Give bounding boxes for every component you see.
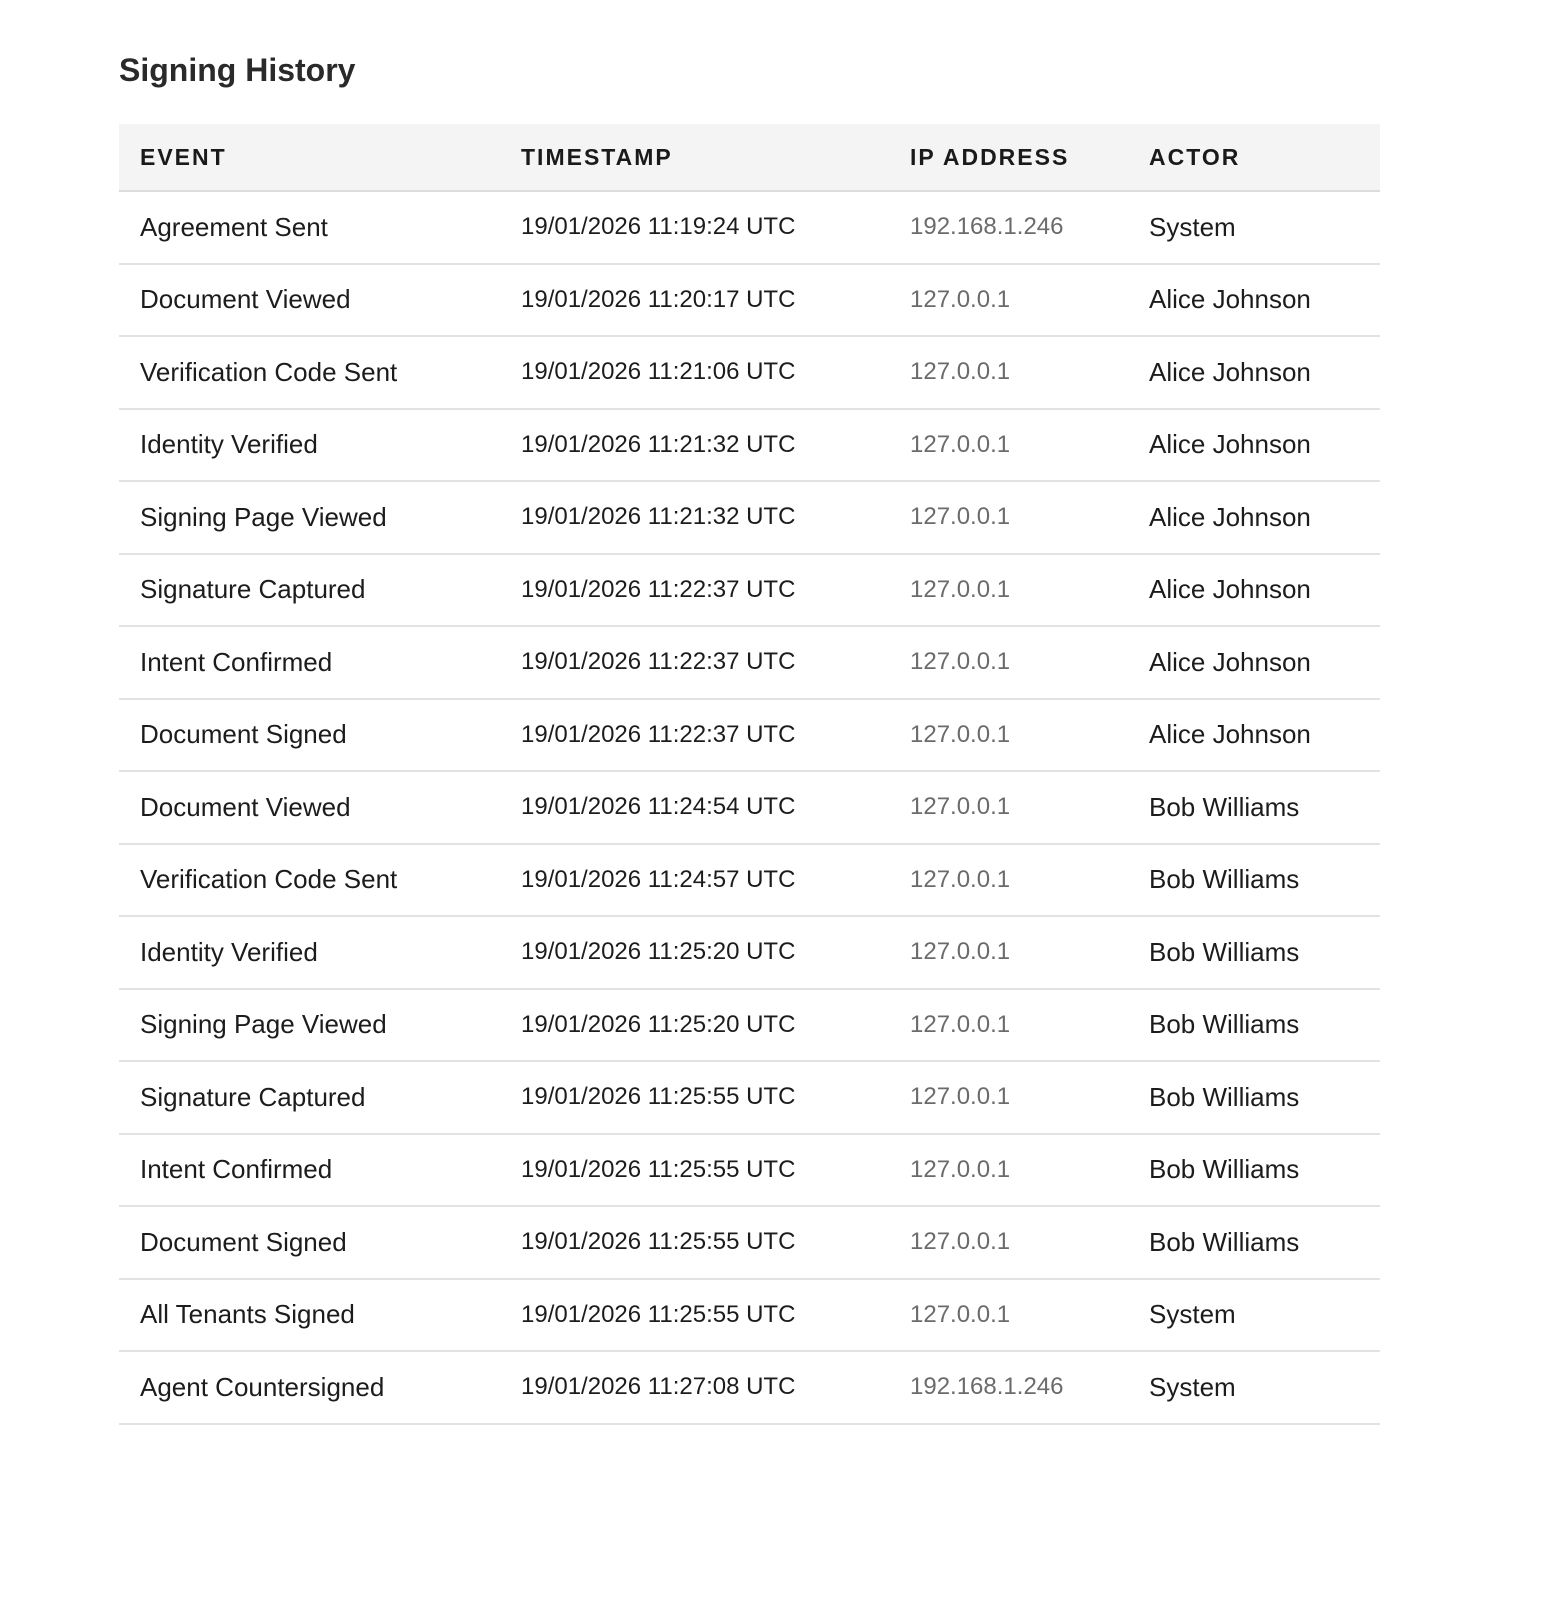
- event-cell: Signing Page Viewed: [119, 989, 500, 1062]
- timestamp-cell: 19/01/2026 11:21:32 UTC: [500, 481, 889, 554]
- actor-cell: Bob Williams: [1128, 1061, 1380, 1134]
- ip-address-cell: 127.0.0.1: [889, 409, 1128, 482]
- ip-address-cell: 127.0.0.1: [889, 916, 1128, 989]
- actor-cell: Alice Johnson: [1128, 699, 1380, 772]
- actor-cell: System: [1128, 1279, 1380, 1352]
- table-row: [119, 1206, 1380, 1279]
- table-header-row: [119, 124, 1380, 191]
- actor-cell: Bob Williams: [1128, 771, 1380, 844]
- event-cell: Agent Countersigned: [119, 1351, 500, 1424]
- table-row: [119, 844, 1380, 917]
- table-row: [119, 191, 1380, 264]
- event-cell: Signature Captured: [119, 1061, 500, 1134]
- table-row: [119, 554, 1380, 627]
- ip-address-cell: 127.0.0.1: [889, 844, 1128, 917]
- column-header-actor: ACTOR: [1128, 124, 1380, 191]
- timestamp-cell: 19/01/2026 11:24:57 UTC: [500, 844, 889, 917]
- timestamp-cell: 19/01/2026 11:25:55 UTC: [500, 1134, 889, 1207]
- actor-cell: Bob Williams: [1128, 844, 1380, 917]
- timestamp-cell: 19/01/2026 11:25:20 UTC: [500, 989, 889, 1062]
- ip-address-cell: 127.0.0.1: [889, 626, 1128, 699]
- ip-address-cell: 127.0.0.1: [889, 1134, 1128, 1207]
- column-header-timestamp: TIMESTAMP: [500, 124, 889, 191]
- signing-history-table: [119, 124, 1380, 1425]
- timestamp-cell: 19/01/2026 11:25:55 UTC: [500, 1061, 889, 1134]
- actor-cell: Alice Johnson: [1128, 409, 1380, 482]
- table-row: [119, 1061, 1380, 1134]
- timestamp-cell: 19/01/2026 11:20:17 UTC: [500, 264, 889, 337]
- actor-cell: Alice Johnson: [1128, 481, 1380, 554]
- event-cell: Verification Code Sent: [119, 336, 500, 409]
- timestamp-cell: 19/01/2026 11:27:08 UTC: [500, 1351, 889, 1424]
- actor-cell: Bob Williams: [1128, 1134, 1380, 1207]
- ip-address-cell: 127.0.0.1: [889, 481, 1128, 554]
- page-title: Signing History: [119, 52, 356, 88]
- ip-address-cell: 127.0.0.1: [889, 1206, 1128, 1279]
- timestamp-cell: 19/01/2026 11:19:24 UTC: [500, 191, 889, 264]
- table-row: [119, 989, 1380, 1062]
- event-cell: Document Viewed: [119, 264, 500, 337]
- table-row: [119, 1351, 1380, 1424]
- event-cell: Verification Code Sent: [119, 844, 500, 917]
- event-cell: Identity Verified: [119, 916, 500, 989]
- event-cell: Document Viewed: [119, 771, 500, 844]
- ip-address-cell: 192.168.1.246: [889, 191, 1128, 264]
- actor-cell: System: [1128, 191, 1380, 264]
- event-cell: Identity Verified: [119, 409, 500, 482]
- ip-address-cell: 127.0.0.1: [889, 336, 1128, 409]
- timestamp-cell: 19/01/2026 11:25:55 UTC: [500, 1279, 889, 1352]
- table-row: [119, 1134, 1380, 1207]
- ip-address-cell: 127.0.0.1: [889, 264, 1128, 337]
- ip-address-cell: 127.0.0.1: [889, 771, 1128, 844]
- event-cell: Intent Confirmed: [119, 626, 500, 699]
- actor-cell: Bob Williams: [1128, 989, 1380, 1062]
- event-cell: Signature Captured: [119, 554, 500, 627]
- table-row: [119, 336, 1380, 409]
- timestamp-cell: 19/01/2026 11:25:55 UTC: [500, 1206, 889, 1279]
- column-header-ip-address: IP ADDRESS: [889, 124, 1128, 191]
- ip-address-cell: 192.168.1.246: [889, 1351, 1128, 1424]
- timestamp-cell: 19/01/2026 11:25:20 UTC: [500, 916, 889, 989]
- table-row: [119, 1279, 1380, 1352]
- actor-cell: Alice Johnson: [1128, 336, 1380, 409]
- table-row: [119, 481, 1380, 554]
- column-header-event: EVENT: [119, 124, 500, 191]
- actor-cell: System: [1128, 1351, 1380, 1424]
- event-cell: Document Signed: [119, 1206, 500, 1279]
- table-row: [119, 916, 1380, 989]
- table-row: [119, 699, 1380, 772]
- timestamp-cell: 19/01/2026 11:21:06 UTC: [500, 336, 889, 409]
- ip-address-cell: 127.0.0.1: [889, 1279, 1128, 1352]
- actor-cell: Alice Johnson: [1128, 554, 1380, 627]
- event-cell: Intent Confirmed: [119, 1134, 500, 1207]
- event-cell: Signing Page Viewed: [119, 481, 500, 554]
- event-cell: Document Signed: [119, 699, 500, 772]
- timestamp-cell: 19/01/2026 11:22:37 UTC: [500, 626, 889, 699]
- ip-address-cell: 127.0.0.1: [889, 989, 1128, 1062]
- ip-address-cell: 127.0.0.1: [889, 1061, 1128, 1134]
- table-row: [119, 264, 1380, 337]
- actor-cell: Bob Williams: [1128, 916, 1380, 989]
- event-cell: All Tenants Signed: [119, 1279, 500, 1352]
- actor-cell: Alice Johnson: [1128, 264, 1380, 337]
- timestamp-cell: 19/01/2026 11:22:37 UTC: [500, 699, 889, 772]
- table-row: [119, 409, 1380, 482]
- table-row: [119, 626, 1380, 699]
- actor-cell: Bob Williams: [1128, 1206, 1380, 1279]
- actor-cell: Alice Johnson: [1128, 626, 1380, 699]
- event-cell: Agreement Sent: [119, 191, 500, 264]
- ip-address-cell: 127.0.0.1: [889, 554, 1128, 627]
- ip-address-cell: 127.0.0.1: [889, 699, 1128, 772]
- table-row: [119, 771, 1380, 844]
- timestamp-cell: 19/01/2026 11:24:54 UTC: [500, 771, 889, 844]
- timestamp-cell: 19/01/2026 11:22:37 UTC: [500, 554, 889, 627]
- timestamp-cell: 19/01/2026 11:21:32 UTC: [500, 409, 889, 482]
